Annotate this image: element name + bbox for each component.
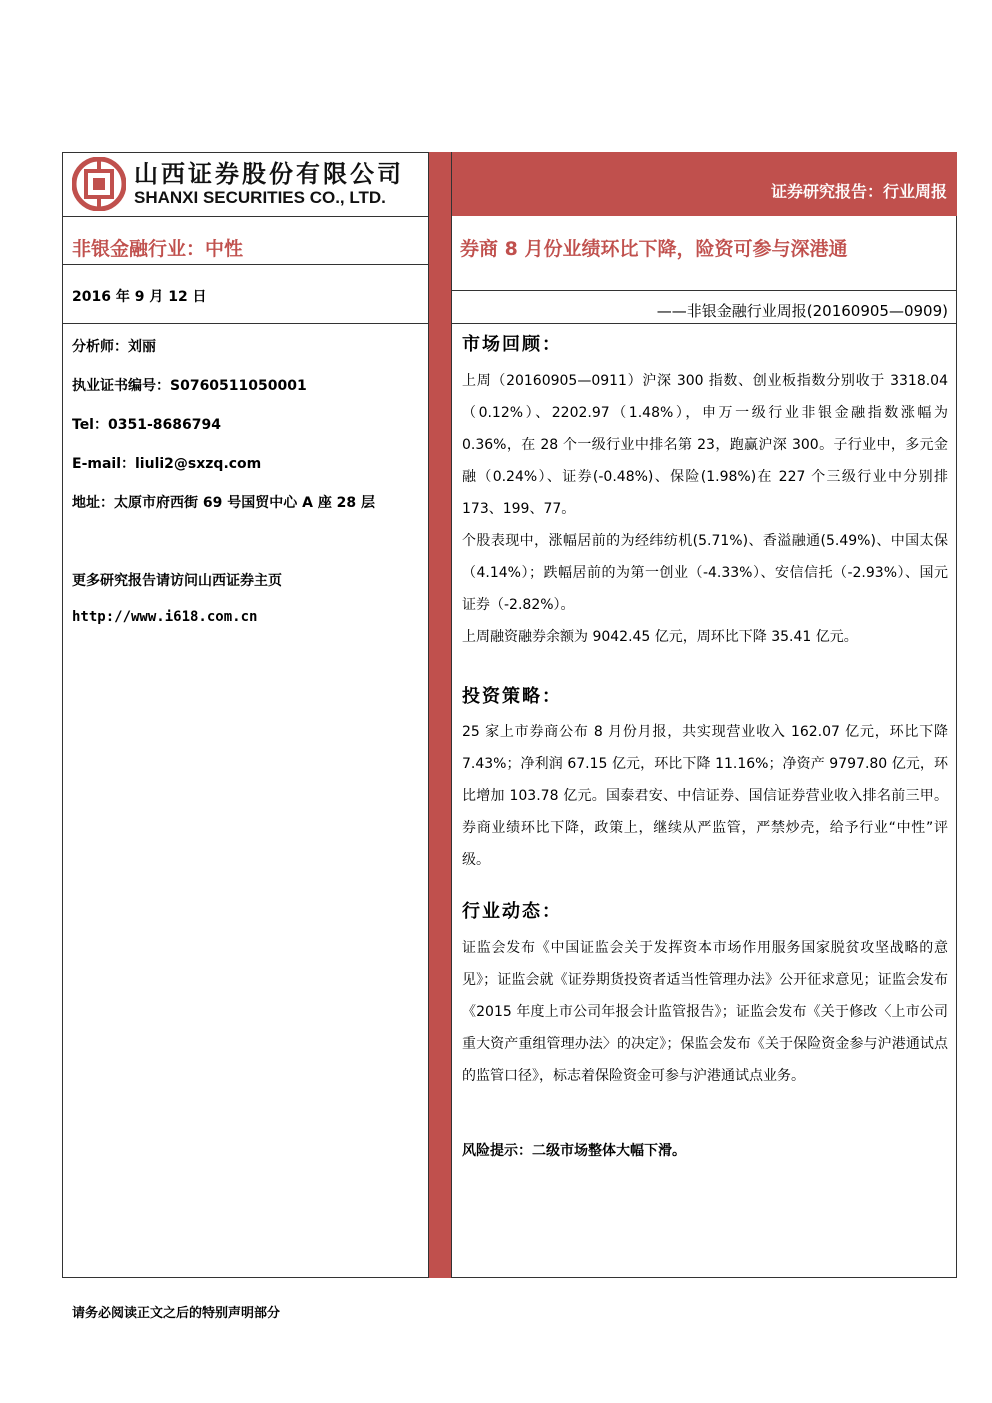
market-review-heading: 市场回顾： [462, 334, 562, 355]
company-logo [62, 152, 428, 216]
divider [62, 216, 428, 217]
analyst-name: 分析师：刘丽 [72, 339, 156, 355]
more-reports-text: 更多研究报告请访问山西证券主页 [72, 573, 282, 589]
dynamics-heading: 行业动态： [462, 901, 562, 922]
risk-warning: 风险提示：二级市场整体大幅下滑。 [462, 1143, 686, 1159]
strategy-para1: 25 家上市券商公布 8 月份月报，共实现营业收入 162.07 亿元，环比下降 7.43%；净利润 67.15 亿元，环比下降 11.16%；净资产 9797.80 亿元，环比增加 103.78 亿元。国泰君安、中信证券、国信证券营业收入排名前三甲。券商业绩环比下降，政策上，继续从严监管，严禁炒壳，给予行业“中性”评级。 [462, 724, 948, 868]
industry-rating: 非银金融行业：中性 [72, 238, 244, 260]
divider [62, 264, 428, 265]
divider [452, 290, 957, 291]
analyst-tel: Tel：0351-8686794 [72, 417, 221, 433]
homepage-link[interactable]: http://www.i618.com.cn [72, 609, 258, 625]
report-date: 2016 年 9 月 12 日 [72, 289, 207, 305]
strategy-body [462, 716, 948, 876]
dynamics-para1: 证监会发布《中国证监会关于发挥资本市场作用服务国家脱贫攻坚战略的意见》；证监会就《证券期货投资者适当性管理办法》公开征求意见；证监会发布《2015 年度上市公司年报会计监管报告》；证监会发布《关于修改〈上市公司重大资产重组管理办法〉的决定》；保监会发布《关于保险资金参与沪港通试点的监管口径》，标志着保险资金可参与沪港通试点业务。 [462, 940, 948, 1084]
report-title: 券商 8 月份业绩环比下降，险资可参与深港通 [460, 238, 848, 260]
divider [62, 323, 428, 324]
market-review-body [462, 365, 948, 653]
report-type: 证券研究报告：行业周报 [770, 182, 947, 201]
shanxi-securities-logo-icon [72, 157, 126, 211]
market-review-para3: 上周融资融券余额为 9042.45 亿元，周环比下降 35.41 亿元。 [462, 629, 858, 645]
market-review-para2: 个股表现中，涨幅居前的为经纬纺机(5.71%)、香溢融通(5.49%)、中国太保（4.14%）；跌幅居前的为第一创业（-4.33%）、安信信托（-2.93%）、国元证券（-2.82%）。 [462, 533, 948, 613]
analyst-address: 地址：太原市府西街 69 号国贸中心 A 座 28 层 [72, 495, 376, 511]
report-subtitle: ——非银金融行业周报(20160905—0909) [656, 302, 948, 320]
divider [452, 323, 957, 324]
dynamics-body [462, 932, 948, 1092]
divider-bar [428, 152, 452, 1278]
strategy-heading: 投资策略： [462, 686, 562, 707]
footer-disclaimer: 请务必阅读正文之后的特别声明部分 [72, 1306, 281, 1321]
company-name-en: SHANXI SECURITIES CO., LTD. [134, 188, 386, 207]
analyst-email[interactable]: E-mail：liuli2@sxzq.com [72, 456, 262, 472]
market-review-para1: 上周（20160905—0911）沪深 300 指数、创业板指数分别收于 3318.04（0.12%）、2202.97（1.48%），申万一级行业非银金融指数涨幅为 0.36%，在 28 个一级行业中排名第 23，跑赢沪深 300。子行业中，多元金融（0.24%）、证券(-0.48%)、保险(1.98%)在 227 个三级行业中分别排 173、199、77。 [462, 373, 948, 517]
company-name-cn: 山西证券股份有限公司 [134, 160, 404, 188]
analyst-cert: 执业证书编号：S0760511050001 [72, 378, 307, 394]
report-type-banner [452, 152, 957, 216]
